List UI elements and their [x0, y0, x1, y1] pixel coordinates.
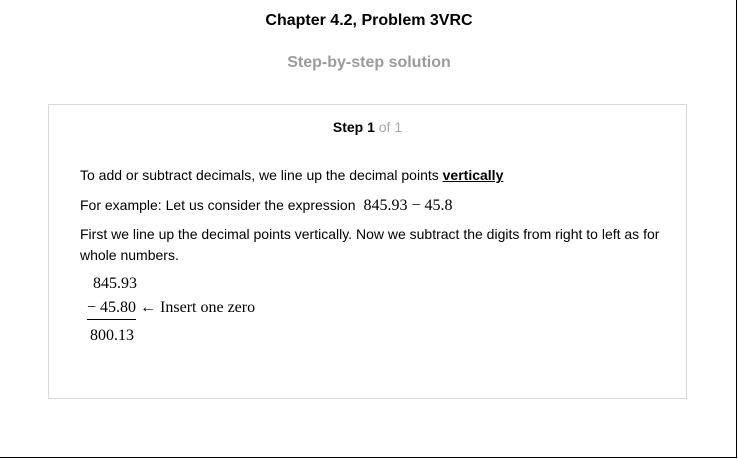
calc-note: ← Insert one zero	[136, 299, 256, 316]
step-header	[49, 119, 686, 135]
line2-text: For example: Let us consider the expression	[80, 197, 356, 213]
solution-subtitle: Step-by-step solution	[287, 54, 451, 71]
explanation-line-2	[80, 195, 453, 216]
example-expression: 845.93 − 45.8	[363, 197, 453, 214]
calc-subtrahend-row	[87, 299, 255, 320]
calc-subtrahend: − 45.80	[87, 299, 136, 320]
explanation-line-1	[80, 165, 503, 186]
step-label: Step 1	[332, 119, 375, 135]
line1-text: To add or subtract decimals, we line up the decimal points	[80, 167, 443, 183]
step-count: of 1	[374, 119, 403, 135]
calc-minuend: 845.93	[93, 275, 137, 292]
line1-emphasis: vertically	[442, 167, 504, 183]
explanation-line-3: First we line up the decimal points vertically. Now we subtract the digits from right to left as for whole numbers.	[80, 226, 660, 263]
chapter-title: Chapter 4.2, Problem 3VRC	[265, 12, 473, 29]
calc-result: 800.13	[90, 327, 134, 344]
step-card	[48, 104, 687, 399]
